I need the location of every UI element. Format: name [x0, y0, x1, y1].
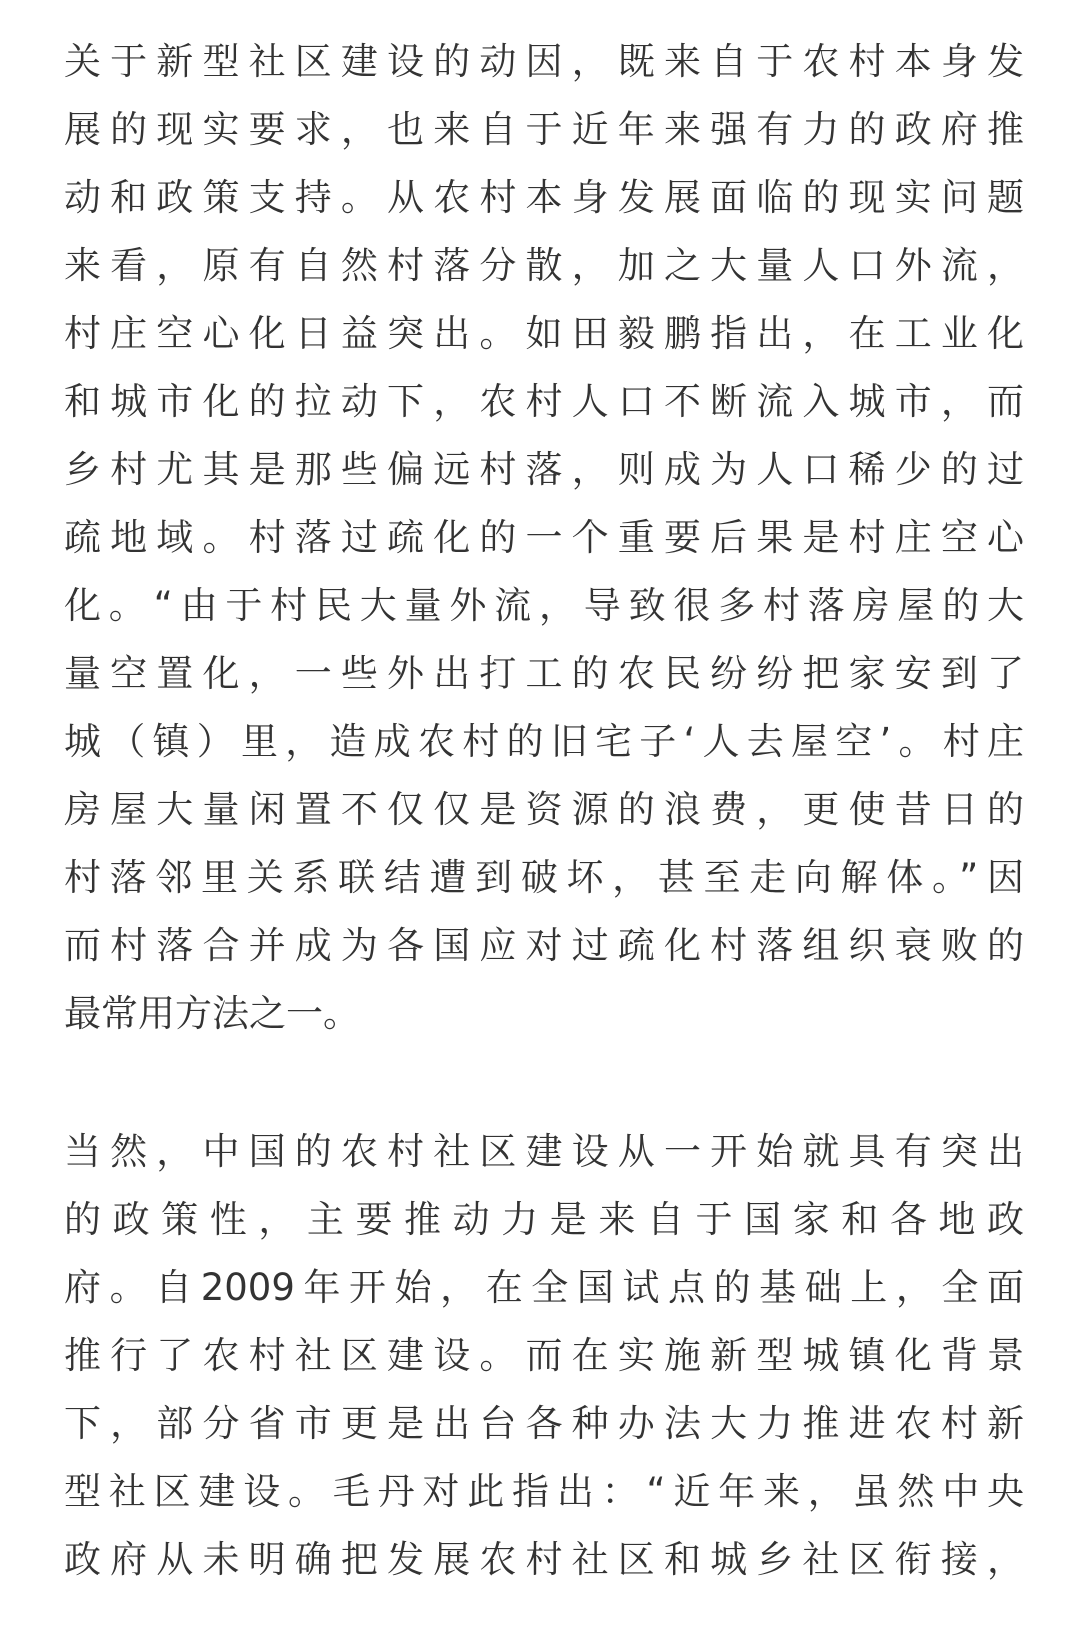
paragraph-line: 当然，中国的农村社区建设从一开始就具有突出 [64, 1130, 1024, 1173]
article-body [64, 28, 1024, 1594]
paragraph-line: 型社区建设。毛丹对此指出：“近年来，虽然中央 [64, 1470, 1024, 1513]
paragraph-2 [64, 1118, 1024, 1594]
paragraph-line: 关于新型社区建设的动因，既来自于农村本身发 [64, 40, 1024, 83]
paragraph-line: 和城市化的拉动下，农村人口不断流入城市，而 [64, 380, 1024, 423]
paragraph-line: 而村落合并成为各国应对过疏化村落组织衰败的 [64, 924, 1024, 967]
paragraph-line: 乡村尤其是那些偏远村落，则成为人口稀少的过 [64, 448, 1024, 491]
paragraph-line: 化。“由于村民大量外流，导致很多村落房屋的大 [64, 584, 1024, 627]
paragraph-line: 疏地域。村落过疏化的一个重要后果是村庄空心 [64, 516, 1024, 559]
paragraph-line: 最常用方法之一。 [64, 992, 360, 1035]
paragraph-line: 展的现实要求，也来自于近年来强有力的政府推 [64, 108, 1024, 151]
paragraph-1 [64, 28, 1024, 1048]
paragraph-line: 房屋大量闲置不仅仅是资源的浪费，更使昔日的 [64, 788, 1024, 831]
paragraph-line: 量空置化，一些外出打工的农民纷纷把家安到了 [64, 652, 1024, 695]
paragraph-line: 的政策性，主要推动力是来自于国家和各地政 [64, 1198, 1024, 1241]
paragraph-line: 下，部分省市更是出台各种办法大力推进农村新 [64, 1402, 1024, 1445]
paragraph-line: 府。自2009年开始，在全国试点的基础上，全面 [64, 1266, 1024, 1309]
paragraph-spacer [64, 1048, 1024, 1118]
paragraph-line: 来看，原有自然村落分散，加之大量人口外流， [64, 244, 1024, 287]
paragraph-line: 村落邻里关系联结遭到破坏，甚至走向解体。”因 [64, 856, 1024, 899]
paragraph-line: 城（镇）里，造成农村的旧宅子‘人去屋空’。村庄 [64, 720, 1024, 763]
paragraph-line: 推行了农村社区建设。而在实施新型城镇化背景 [64, 1334, 1024, 1377]
paragraph-line: 动和政策支持。从农村本身发展面临的现实问题 [64, 176, 1024, 219]
paragraph-line: 村庄空心化日益突出。如田毅鹏指出，在工业化 [64, 312, 1024, 355]
paragraph-line: 政府从未明确把发展农村社区和城乡社区衔接， [64, 1538, 1024, 1581]
